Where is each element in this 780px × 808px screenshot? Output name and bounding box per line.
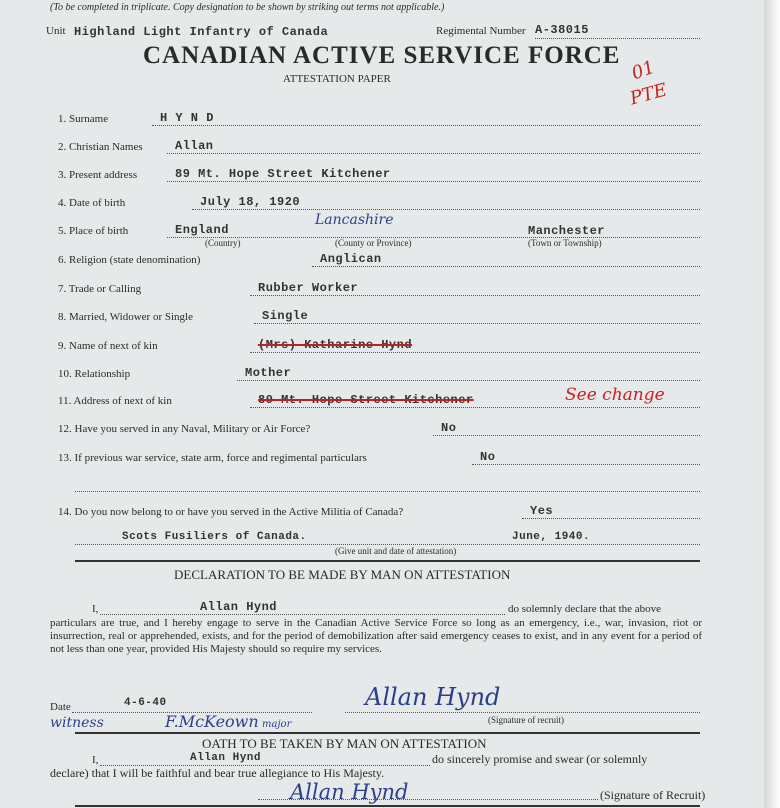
item-label: 1. Surname	[58, 113, 109, 125]
oath-signature: Allan Hynd	[290, 780, 409, 804]
annotation-pte: PTE	[627, 79, 670, 110]
divider	[75, 805, 700, 807]
item-value: July 18, 1920	[200, 195, 301, 209]
item-value: 89 Mt. Hope Street Kitchener	[175, 167, 391, 181]
oath-line1: do sincerely promise and swear (or solemnly	[432, 752, 648, 766]
scan-edge	[764, 0, 780, 808]
unit-label: Unit	[46, 25, 66, 37]
signature-caption: (Signature of recruit)	[488, 715, 564, 725]
annotation-01: 01	[628, 56, 658, 85]
witness-rank: major	[262, 719, 292, 730]
item-label: 4. Date of birth	[58, 197, 126, 209]
witness-label: witness	[50, 715, 104, 731]
see-change-note: See change	[565, 385, 665, 405]
declaration-line1: do solemnly declare that the above	[508, 603, 662, 615]
page-subtitle: ATTESTATION PAPER	[283, 73, 391, 85]
divider	[75, 560, 700, 562]
item-value: England	[175, 223, 229, 237]
oath-signature-caption: (Signature of Recruit)	[600, 788, 706, 802]
regimental-label: Regimental Number	[436, 25, 526, 37]
item-label: 8. Married, Widower or Single	[58, 311, 193, 323]
item-label: 5. Place of birth	[58, 225, 129, 237]
oath-name: Allan Hynd	[190, 752, 262, 764]
item-label: 11. Address of next of kin	[58, 395, 172, 407]
item-label: 9. Name of next of kin	[58, 340, 158, 352]
item-label: 13. If previous war service, state arm, force and regimental particulars	[58, 452, 367, 464]
declaration-heading: DECLARATION TO BE MADE BY MAN ON ATTESTATION	[174, 567, 511, 582]
militia-date: June, 1940.	[512, 531, 591, 543]
militia-caption: (Give unit and date of attestation)	[335, 546, 457, 556]
declaration-name: Allan Hynd	[200, 600, 278, 614]
item-value: No	[480, 450, 496, 464]
oath-i: I,	[92, 754, 99, 766]
unit-value: Highland Light Infantry of Canada	[74, 25, 329, 39]
oath-line2: declare) that I will be faithful and bear true allegiance to His Majesty.	[50, 766, 385, 780]
date-value: 4-6-40	[124, 697, 167, 709]
item-label: 3. Present address	[58, 169, 138, 181]
witness-name: F.McKeown	[165, 712, 259, 731]
item-value: Anglican	[320, 252, 382, 266]
county-value: Lancashire	[315, 212, 394, 228]
item-value: Rubber Worker	[258, 281, 359, 295]
item-value: Single	[262, 309, 309, 323]
page-title: CANADIAN ACTIVE SERVICE FORCE	[143, 42, 621, 69]
divider	[75, 732, 700, 734]
item-value: Mother	[245, 366, 292, 380]
item-value: No	[441, 421, 457, 435]
caption-town: (Town or Township)	[528, 238, 602, 248]
date-label: Date	[50, 701, 71, 713]
item-value: Yes	[530, 504, 554, 518]
declaration-i: I,	[92, 603, 99, 615]
item-label: 2. Christian Names	[58, 141, 143, 153]
oath-heading: OATH TO BE TAKEN BY MAN ON ATTESTATION	[202, 736, 487, 751]
caption-county: (County or Province)	[335, 238, 412, 248]
declaration-body: particulars are true, and I hereby engage to serve in the Canadian Active Service Force so long as an emergency, i.e., war, invasion, riot or insurrection, real or apprehended, exists, and for the period of demobilization after said emergency ceases to exist, and in any event for a period of not less than one year, provided His Majesty should so require my services.	[50, 617, 702, 655]
recruit-signature: Allan Hynd	[365, 683, 501, 711]
item-label: 6. Religion (state denomination)	[58, 254, 201, 266]
militia-unit: Scots Fusiliers of Canada.	[122, 531, 307, 543]
town-value: Manchester	[528, 224, 606, 238]
item-label: 7. Trade or Calling	[58, 283, 142, 295]
item-label: 12. Have you served in any Naval, Military or Air Force?	[58, 423, 311, 435]
item-value: 89 Mt. Hope Street Kitchener	[258, 393, 474, 407]
header-note: (To be completed in triplicate. Copy designation to be shown by striking out terms not applicable.)	[50, 2, 445, 13]
item-value: H Y N D	[160, 111, 214, 125]
item-label: 10. Relationship	[58, 368, 131, 380]
item-label: 14. Do you now belong to or have you served in the Active Militia of Canada?	[58, 506, 404, 518]
item-value: Allan	[175, 139, 214, 153]
item-value: (Mrs) Katharine Hynd	[258, 338, 413, 352]
regimental-value: A-38015	[535, 23, 589, 37]
caption-country: (Country)	[205, 238, 241, 248]
